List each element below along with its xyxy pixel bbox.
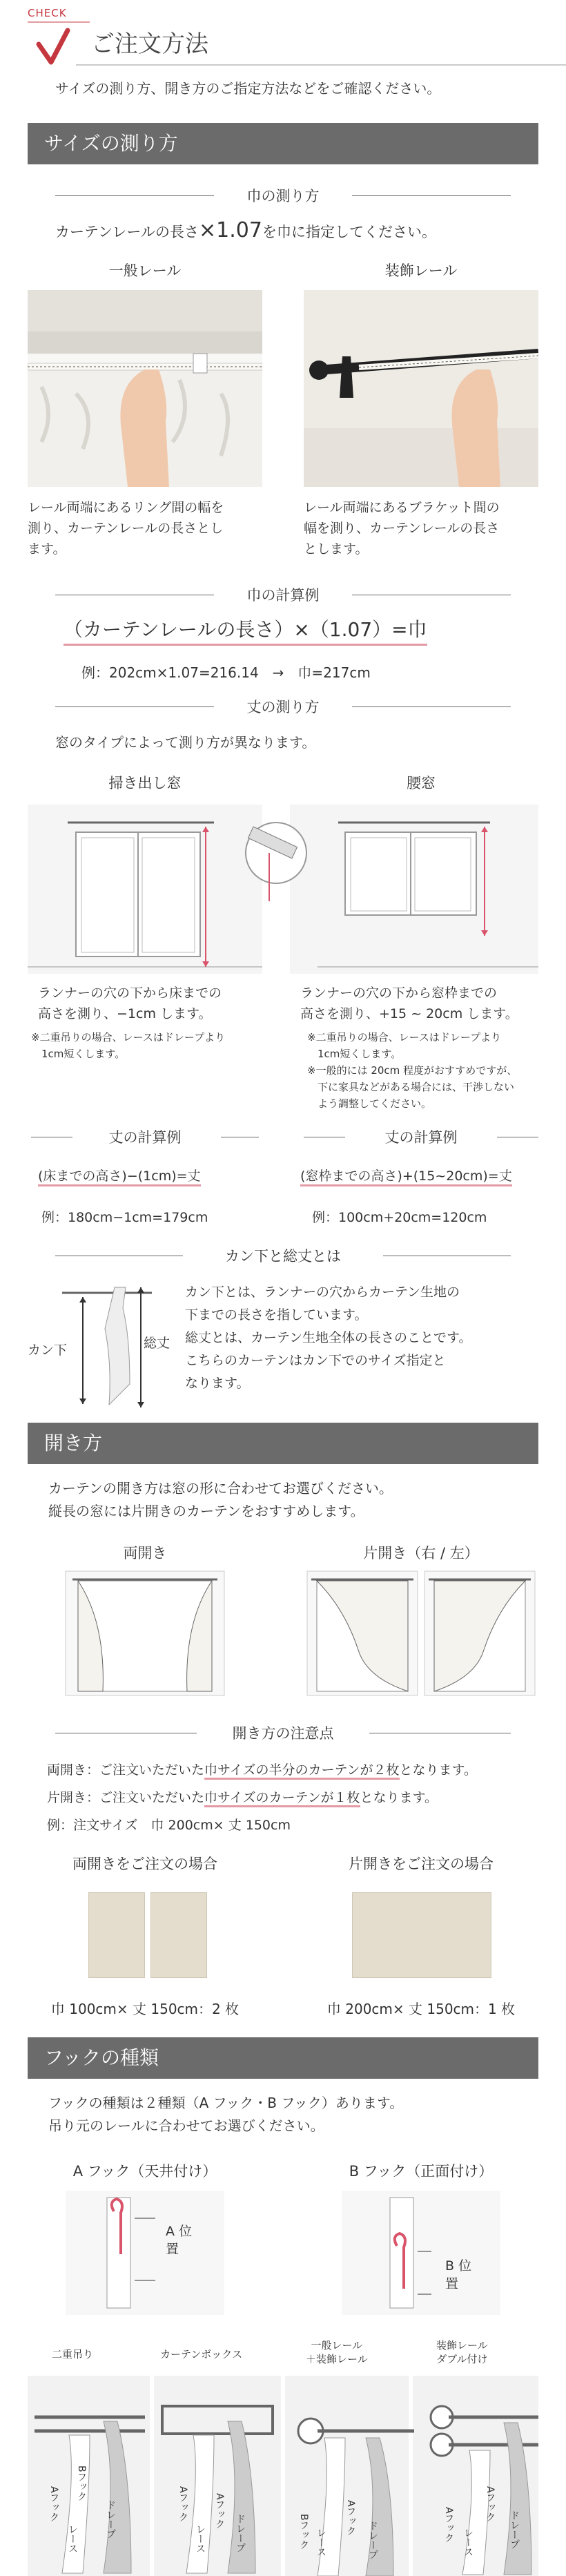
rail-normal-photo [28,290,262,487]
single-size: 巾 200cm× 丈 150cm：1 枚 [326,2001,516,2017]
single-open-diagram [307,1571,535,1695]
width-rule-mult: ×1.07 [199,218,262,242]
check-label: CHECK [28,7,67,19]
note1-mark: 巾サイズの半分のカーテンが２枚 [204,1762,400,1780]
hook-lbl-a-4: Aフック [345,2500,356,2536]
single-order-label: 片開きをご注文の場合 [349,1856,494,1872]
hook-a-title: A フック（天井付け） [72,2163,217,2180]
hook-lbl-b-2: Bフック [298,2514,309,2550]
floor-window-diagram [28,805,538,974]
hook-type-1: 二重吊り [52,2348,94,2361]
rail-normal-desc-2: 測り、カーテンレールの長さとし [28,521,224,536]
hook-lbl-drape-2: ドレープ [235,2514,246,2553]
hook-type-3: 一般レール ＋装飾レール [306,2339,368,2365]
note1-post: となります。 [399,1762,478,1778]
hook-lbl-drape-4: ドレープ [509,2510,520,2549]
waist-example: 例：100cm+20cm=120cm [312,1210,487,1225]
open-note-1 [47,1760,477,1778]
height-calc-title-floor: 丈の計算例 [108,1129,182,1146]
floor-desc-1: ランナーの穴の下から床までの [38,986,222,1001]
floor-note-2: 1cm短くします。 [41,1048,126,1060]
rail-decor-desc-2: 幅を測り、カーテンレールの長さ [304,521,500,536]
kanshita-desc-1: カン下とは、ランナーの穴からカーテン生地の [185,1285,460,1300]
width-rule-pre: カーテンレールの長さ [55,224,199,240]
intro-text: サイズの測り方、開き方のご指定方法などをご確認ください。 [55,80,441,97]
hook-intro-1: フックの種類は２種類（A フック・B フック）あります。 [48,2095,404,2111]
note2-post: となります。 [360,1790,438,1805]
width-rule [55,218,436,242]
window-floor-label: 掃き出し窓 [108,775,182,791]
waist-note-1: ※二重吊りの場合、レースはドレープより [307,1031,502,1044]
note2-pre: 片開き：ご注文いただいた [47,1790,205,1805]
hook-lbl-lace-3: レース [315,2528,326,2557]
divider [55,195,214,196]
hook-type-4: 装飾レール ダブル付け [436,2339,488,2365]
kanshita-title: カン下と総丈とは [225,1248,341,1265]
hook-lbl-a-1: Aフック [48,2486,59,2522]
section-heading-hook: フックの種類 [28,2037,538,2079]
divider [352,195,511,196]
open-note-2 [47,1787,438,1806]
hook-b-title: B フック（正面付け） [349,2163,494,2180]
single-swatch [352,1892,491,1978]
window-waist-label: 腰窓 [407,775,436,791]
hook-lbl-a-3: Aフック [214,2493,225,2529]
kanshita-desc-3: 総丈とは、カーテン生地全体の長さのことです。 [185,1330,472,1345]
width-title: 巾の測り方 [246,188,320,204]
height-calc-title-waist: 丈の計算例 [384,1129,458,1146]
hook-lbl-lace-4: レース [462,2528,474,2557]
floor-desc-2: 高さを測り、−1cm します。 [38,1006,212,1021]
hook-b-pos: B 位置 [445,2258,472,2291]
height-title: 丈の測り方 [246,699,320,715]
width-example: 例：202cm×1.07=216.14 → 巾=217cm [81,664,371,681]
hook-a-pos: A 位置 [166,2224,193,2257]
waist-desc-1: ランナーの穴の下から窓枠までの [300,986,498,1001]
floor-formula: (床までの高さ)−(1cm)=丈 [38,1166,201,1186]
waist-formula: (窓枠までの高さ)+(15~20cm)=丈 [300,1166,512,1186]
hook-lbl-lace-2: レース [195,2524,206,2553]
hook-lbl-lace-1: レース [67,2524,78,2553]
kanshita-desc-4: こちらのカーテンはカン下でのサイズ指定と [185,1353,446,1368]
open-single-label: 片開き（右 / 左） [363,1545,479,1561]
kanshita-desc-5: なります。 [185,1376,250,1391]
souta-label: 総丈 [144,1333,170,1352]
width-rule-post: を巾に指定してください。 [262,224,436,240]
double-open-diagram [66,1571,224,1695]
kanshita-desc-2: 下までの長さを指しています。 [185,1307,368,1323]
note1-pre: 両開き：ご注文いただいた [47,1762,205,1778]
waist-note-3: ※一般的には 20cm 程度がおすすめですが、 [307,1064,518,1077]
rail-decor-photo [304,290,538,487]
double-swatch-2 [150,1892,207,1978]
rail-decor-label: 装飾レール [384,262,458,279]
floor-note-1: ※二重吊りの場合、レースはドレープより [31,1031,226,1044]
section-heading-open: 開き方 [28,1423,538,1464]
hook-lbl-a-5: Aフック [443,2507,454,2543]
hook-intro-2: 吊り元のレールに合わせてお選びください。 [48,2117,324,2134]
double-size: 巾 100cm× 丈 150cm：2 枚 [50,2001,240,2017]
hook-type-2: カーテンボックス [160,2348,243,2361]
open-double-label: 両開き [123,1545,167,1561]
hook-lbl-drape-3: ドレープ [367,2521,378,2559]
note2-mark: 巾サイズのカーテンが１枚 [204,1790,360,1807]
open-example: 例：注文サイズ 巾 200cm× 丈 150cm [47,1818,291,1833]
waist-note-2: 1cm短くします。 [318,1048,402,1060]
open-intro-2: 縦長の窓には片開きのカーテンをおすすめします。 [48,1503,364,1519]
rail-decor-desc-3: とします。 [304,541,369,557]
rail-decor-desc-1: レール両端にあるブラケット間の [304,500,500,515]
page-title: ご注文方法 [91,30,208,58]
hook-lbl-b-1: Bフック [76,2466,87,2501]
waist-note-4: 下に家具などがある場合には、干渉しない [318,1081,515,1093]
width-formula: （カーテンレールの長さ）×（1.07）=巾 [64,615,427,646]
double-swatch-1 [88,1892,145,1978]
width-calc-title: 巾の計算例 [246,587,320,604]
rail-normal-desc-3: ます。 [28,541,66,557]
hook-lbl-drape-1: ドレープ [105,2500,116,2539]
waist-note-5: よう調整してください。 [318,1097,432,1110]
check-mark-icon [28,21,97,69]
open-intro-1: カーテンの開き方は窓の形に合わせてお選びください。 [48,1480,393,1497]
kanshita-label: カン下 [28,1340,67,1358]
floor-example: 例：180cm−1cm=179cm [41,1210,208,1225]
waist-desc-2: 高さを測り、+15 ~ 20cm します。 [300,1006,518,1021]
rail-normal-desc-1: レール両端にあるリング間の幅を [28,500,224,515]
rail-normal-label: 一般レール [108,262,182,279]
hook-lbl-a-2: Aフック [177,2486,188,2522]
hook-b-diagram [342,2191,500,2315]
open-notes-title: 開き方の注意点 [232,1725,334,1742]
height-intro: 窓のタイプによって測り方が異なります。 [55,734,316,751]
double-order-label: 両開きをご注文の場合 [72,1856,217,1872]
hook-lbl-a-6: Aフック [485,2486,496,2522]
hook-a-diagram [66,2191,224,2315]
section-heading-size: サイズの測り方 [28,123,538,164]
